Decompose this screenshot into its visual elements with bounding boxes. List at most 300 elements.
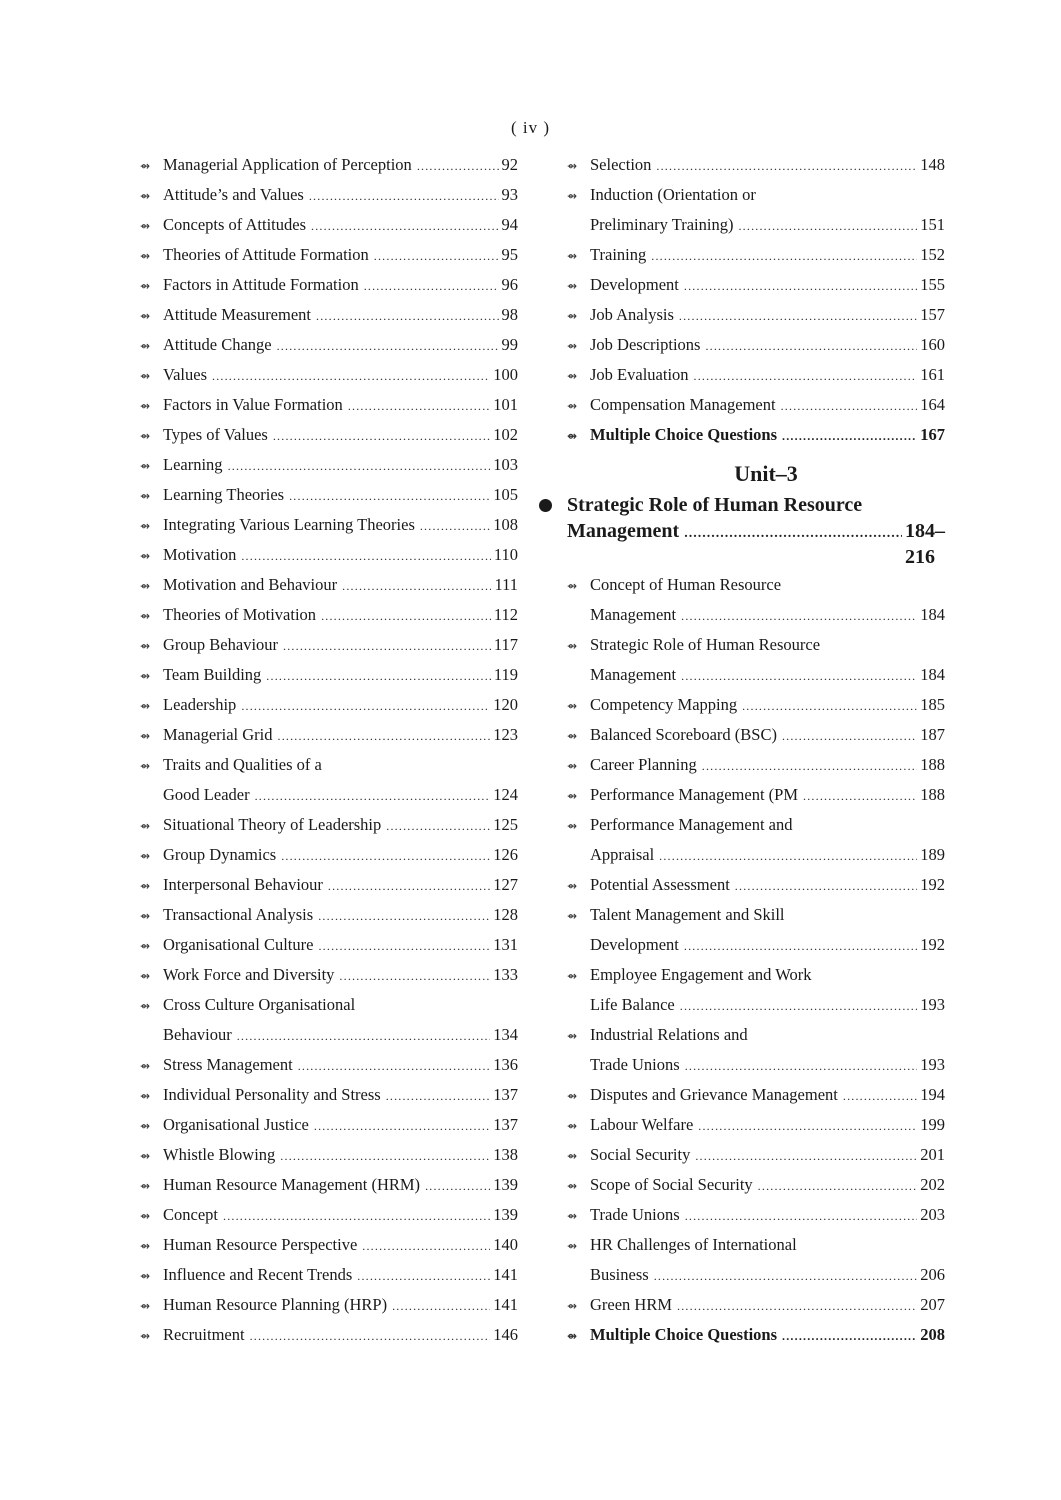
arrow-bullet-icon: ⇴: [140, 189, 151, 203]
toc-entry[interactable]: [567, 1080, 945, 1110]
toc-entry-label: Attitude Change: [163, 335, 272, 354]
toc-entry-label: Team Building: [163, 665, 262, 684]
toc-entry-page: 148: [920, 155, 945, 174]
dot-leader: [318, 901, 490, 931]
arrow-bullet-icon: ⇴: [140, 1089, 151, 1103]
toc-entry-label-continued: Good Leader: [163, 785, 250, 804]
arrow-bullet-icon: ⇴: [140, 399, 151, 413]
arrow-bullet-icon: ⇴: [140, 1269, 151, 1283]
toc-entry-page: 141: [493, 1295, 518, 1314]
toc-entry[interactable]: [140, 180, 518, 210]
toc-entry-label: Factors in Attitude Formation: [163, 275, 359, 294]
arrow-bullet-icon: ⇴: [140, 309, 151, 323]
toc-entry-label: Transactional Analysis: [163, 905, 314, 924]
toc-entry-page: 94: [501, 215, 518, 234]
toc-entry-page: 199: [920, 1115, 945, 1134]
toc-entry[interactable]: [140, 1290, 518, 1320]
toc-entry-label: Organisational Culture: [163, 935, 314, 954]
arrow-bullet-icon: ⇴: [140, 549, 151, 563]
toc-entry-label: Human Resource Perspective: [163, 1235, 358, 1254]
toc-entry[interactable]: [140, 150, 518, 180]
arrow-bullet-icon: ⇴: [140, 759, 151, 773]
toc-entry-page: 133: [493, 965, 518, 984]
dot-leader: [681, 601, 917, 631]
toc-entry-label: Motivation: [163, 545, 237, 564]
toc-entry[interactable]: [140, 570, 518, 600]
toc-entry-label: Work Force and Diversity: [163, 965, 335, 984]
toc-entry-page: 102: [493, 425, 518, 444]
toc-entry[interactable]: [567, 360, 945, 390]
dot-leader: [420, 511, 490, 541]
toc-entry-page: 138: [493, 1145, 518, 1164]
toc-entry[interactable]: [140, 960, 518, 990]
toc-entry-label: Performance Management and: [590, 815, 793, 834]
toc-entry[interactable]: [140, 630, 518, 660]
toc-entry[interactable]: [140, 1170, 518, 1200]
toc-entry-label-continued: Behaviour: [163, 1025, 232, 1044]
dot-leader: [803, 781, 917, 811]
toc-right-bottom-list: [567, 570, 945, 1350]
toc-entry[interactable]: [567, 1110, 945, 1140]
dot-leader: [255, 781, 491, 811]
toc-entry-page: 117: [493, 635, 518, 654]
arrow-bullet-icon: ⇴: [567, 579, 578, 593]
arrow-bullet-icon: ⇴: [567, 819, 578, 833]
dot-leader: [298, 1051, 491, 1081]
dot-leader: [417, 151, 499, 181]
toc-entry-label: Group Dynamics: [163, 845, 277, 864]
toc-entry-page: 125: [493, 815, 518, 834]
toc-entry-page: 111: [494, 575, 518, 594]
toc-entry-label: Factors in Value Formation: [163, 395, 343, 414]
arrow-bullet-icon: ⇴: [567, 879, 578, 893]
dot-leader: [283, 631, 491, 661]
dot-leader: [695, 1141, 917, 1171]
section-heading: [567, 492, 945, 570]
toc-entry-label: Human Resource Planning (HRP): [163, 1295, 388, 1314]
toc-entry[interactable]: [140, 1110, 518, 1140]
toc-entry[interactable]: [140, 270, 518, 300]
dot-leader: [348, 391, 490, 421]
toc-entry-label: Induction (Orientation or: [590, 185, 756, 204]
toc-entry[interactable]: [140, 450, 518, 480]
toc-entry-label: Types of Values: [163, 425, 268, 444]
toc-entry-page: 126: [493, 845, 518, 864]
arrow-bullet-icon: ⇴: [140, 939, 151, 953]
toc-entry[interactable]: [140, 1080, 518, 1110]
dot-leader: [289, 481, 490, 511]
toc-entry[interactable]: [567, 330, 945, 360]
toc-entry[interactable]: [567, 960, 945, 1020]
dot-leader: [318, 931, 490, 961]
toc-entry[interactable]: [140, 240, 518, 270]
toc-entry[interactable]: [567, 150, 945, 180]
toc-entry[interactable]: [140, 930, 518, 960]
toc-entry-page: 127: [493, 875, 518, 894]
toc-entry-page: 184: [920, 605, 945, 624]
toc-entry-label: Career Planning: [590, 755, 697, 774]
toc-entry[interactable]: [567, 690, 945, 720]
toc-entry[interactable]: [567, 1290, 945, 1320]
toc-entry[interactable]: [567, 750, 945, 780]
toc-entry-page: 112: [493, 605, 518, 624]
toc-entry[interactable]: [567, 720, 945, 750]
toc-entry-page: 189: [920, 845, 945, 864]
dot-leader: [280, 1141, 490, 1171]
arrow-bullet-icon: ⇴: [140, 1059, 151, 1073]
toc-entry-page: 192: [920, 875, 945, 894]
toc-entry-page: 136: [493, 1055, 518, 1074]
arrow-bullet-icon: ⇴: [140, 729, 151, 743]
dot-leader: [362, 1231, 490, 1261]
arrow-bullet-icon: ⇴: [567, 1149, 578, 1163]
toc-entry[interactable]: [567, 1170, 945, 1200]
dot-leader: [328, 871, 490, 901]
toc-entry-label: Job Descriptions: [590, 335, 701, 354]
toc-entry[interactable]: [140, 1230, 518, 1260]
arrow-bullet-icon: ⇴: [140, 999, 151, 1013]
toc-entry-page: 193: [920, 995, 945, 1014]
dot-leader: [782, 421, 917, 451]
toc-entry-page: 99: [501, 335, 518, 354]
dot-leader: [277, 331, 499, 361]
dot-leader: [684, 271, 917, 301]
toc-entry[interactable]: [140, 990, 518, 1050]
toc-entry-label: Training: [590, 245, 647, 264]
toc-entry[interactable]: [567, 1230, 945, 1290]
dot-leader: [241, 541, 491, 571]
dot-leader: [266, 661, 491, 691]
toc-entry-page: 120: [493, 695, 518, 714]
toc-entry-label: Learning Theories: [163, 485, 285, 504]
toc-entry-page: 188: [920, 785, 945, 804]
toc-entry-label: Whistle Blowing: [163, 1145, 276, 1164]
arrow-bullet-icon: ⇴: [140, 489, 151, 503]
section-title-line2: Management: [567, 520, 680, 542]
dot-leader: [735, 871, 917, 901]
toc-entry-label: Social Security: [590, 1145, 691, 1164]
toc-entry[interactable]: [140, 600, 518, 630]
toc-entry-page: 98: [501, 305, 518, 324]
toc-entry-page: 92: [501, 155, 518, 174]
toc-entry-label-continued: Management: [590, 665, 677, 684]
toc-entry-label: Organisational Justice: [163, 1115, 309, 1134]
bullet-icon: [539, 499, 552, 512]
dot-leader: [342, 571, 491, 601]
dot-leader: [223, 1201, 490, 1231]
dot-leader: [843, 1081, 917, 1111]
toc-entry[interactable]: [140, 660, 518, 690]
toc-entry-label: Employee Engagement and Work: [590, 965, 812, 984]
arrow-bullet-icon: ⇴: [567, 759, 578, 773]
arrow-bullet-icon: ⇴: [140, 849, 151, 863]
dot-leader: [656, 151, 917, 181]
arrow-bullet-icon: ⇴: [567, 639, 578, 653]
toc-entry-page: 96: [501, 275, 518, 294]
toc-entry[interactable]: [567, 1320, 945, 1350]
arrow-bullet-icon: ⇴: [567, 339, 578, 353]
toc-entry-page: 100: [493, 365, 518, 384]
dot-leader: [679, 301, 917, 331]
arrow-bullet-icon: ⇴: [567, 969, 578, 983]
dot-leader: [357, 1261, 490, 1291]
dot-leader: [680, 991, 918, 1021]
toc-entry-page: 139: [493, 1205, 518, 1224]
page-number: ( iv ): [510, 118, 551, 137]
toc-entry[interactable]: [140, 300, 518, 330]
dot-leader: [677, 1291, 917, 1321]
toc-entry-page: 206: [920, 1265, 945, 1284]
toc-entry-page: 139: [493, 1175, 518, 1194]
toc-entry[interactable]: [140, 1050, 518, 1080]
toc-entry-label: Balanced Scoreboard (BSC): [590, 725, 777, 744]
toc-entry[interactable]: [567, 870, 945, 900]
toc-entry-label: Integrating Various Learning Theories: [163, 515, 415, 534]
toc-entry-label: Leadership: [163, 695, 237, 714]
toc-entry-label: Multiple Choice Questions: [590, 425, 778, 444]
toc-entry-page: 207: [920, 1295, 945, 1314]
dot-leader: [237, 1021, 491, 1051]
toc-entry-label: Job Evaluation: [590, 365, 689, 384]
toc-entry[interactable]: [567, 180, 945, 240]
toc-entry[interactable]: [140, 1260, 518, 1290]
dot-leader: [241, 691, 490, 721]
toc-entry-label: Motivation and Behaviour: [163, 575, 338, 594]
dot-leader: [705, 331, 917, 361]
toc-entry-label: Concepts of Attitudes: [163, 215, 306, 234]
arrow-bullet-icon: ⇴: [567, 189, 578, 203]
toc-entry-label: Values: [163, 365, 207, 384]
toc-entry-label: Attitude’s and Values: [163, 185, 304, 204]
dot-leader: [316, 301, 498, 331]
toc-entry-page: 93: [501, 185, 518, 204]
toc-entry[interactable]: [567, 570, 945, 630]
toc-entry-page: 110: [493, 545, 518, 564]
toc-entry-page: 124: [493, 785, 518, 804]
dot-leader: [684, 931, 917, 961]
toc-right-column: [567, 150, 945, 1350]
dot-leader: [698, 1111, 917, 1141]
toc-entry-label: Attitude Measurement: [163, 305, 312, 324]
toc-entry-page: 155: [920, 275, 945, 294]
toc-entry-page: 192: [920, 935, 945, 954]
dot-leader: [659, 841, 917, 871]
toc-entry-page: 141: [493, 1265, 518, 1284]
dot-leader: [685, 1051, 918, 1081]
toc-entry-label: Performance Management (PM: [590, 785, 799, 804]
arrow-bullet-icon: ⇴: [140, 429, 151, 443]
toc-entry-page: 203: [920, 1205, 945, 1224]
toc-entry-label: Strategic Role of Human Resource: [590, 635, 821, 654]
arrow-bullet-icon: ⇴: [140, 1179, 151, 1193]
toc-entry[interactable]: [567, 270, 945, 300]
toc-entry-label: Trade Unions: [590, 1205, 680, 1224]
toc-entry[interactable]: [140, 480, 518, 510]
toc-entry[interactable]: [140, 810, 518, 840]
toc-entry-page: 167: [920, 425, 945, 444]
arrow-bullet-icon: ⇴: [567, 699, 578, 713]
arrow-bullet-icon: ⇴: [567, 429, 578, 443]
toc-entry-label: Recruitment: [163, 1325, 245, 1344]
toc-entry[interactable]: [567, 1200, 945, 1230]
toc-entry-page: 146: [493, 1325, 518, 1344]
toc-entry-label: Multiple Choice Questions: [590, 1325, 778, 1344]
arrow-bullet-icon: ⇴: [567, 789, 578, 803]
toc-entry-page: 201: [920, 1145, 945, 1164]
toc-entry-label: Competency Mapping: [590, 695, 738, 714]
toc-entry-page: 137: [493, 1115, 518, 1134]
toc-entry-label: Human Resource Management (HRM): [163, 1175, 421, 1194]
toc-entry-label: Talent Management and Skill: [590, 905, 785, 924]
toc-entry-page: 103: [493, 455, 518, 474]
toc-entry-label: Group Behaviour: [163, 635, 279, 654]
toc-entry[interactable]: [140, 900, 518, 930]
toc-entry[interactable]: [140, 1320, 518, 1350]
arrow-bullet-icon: ⇴: [567, 399, 578, 413]
toc-entry[interactable]: [567, 300, 945, 330]
arrow-bullet-icon: ⇴: [567, 309, 578, 323]
arrow-bullet-icon: ⇴: [140, 579, 151, 593]
arrow-bullet-icon: ⇴: [567, 1299, 578, 1313]
toc-entry-label: Concept: [163, 1205, 218, 1224]
toc-entry[interactable]: [140, 510, 518, 540]
toc-entry-label: Selection: [590, 155, 652, 174]
dot-leader: [386, 811, 490, 841]
toc-entry[interactable]: [567, 900, 945, 960]
arrow-bullet-icon: ⇴: [140, 909, 151, 923]
toc-entry-label: Theories of Motivation: [163, 605, 317, 624]
toc-entry-label: Potential Assessment: [590, 875, 730, 894]
dot-leader: [685, 1201, 918, 1231]
dot-leader: [364, 271, 499, 301]
toc-entry[interactable]: [140, 1200, 518, 1230]
toc-entry-label: Green HRM: [590, 1295, 673, 1314]
dot-leader: [684, 521, 902, 547]
arrow-bullet-icon: ⇴: [140, 459, 151, 473]
toc-entry[interactable]: [567, 810, 945, 870]
toc-entry-page: 202: [920, 1175, 945, 1194]
toc-entry-label-continued: Appraisal: [590, 845, 655, 864]
toc-entry[interactable]: [567, 240, 945, 270]
toc-entry-label-continued: Business: [590, 1265, 649, 1284]
arrow-bullet-icon: ⇴: [140, 819, 151, 833]
toc-entry-label: Traits and Qualities of a: [163, 755, 322, 774]
arrow-bullet-icon: ⇴: [140, 159, 151, 173]
arrow-bullet-icon: ⇴: [567, 729, 578, 743]
toc-entry-page: 151: [920, 215, 945, 234]
toc-entry-label: Learning: [163, 455, 223, 474]
toc-entry[interactable]: [140, 1140, 518, 1170]
toc-entry-label: Compensation Management: [590, 395, 776, 414]
toc-entry-page: 157: [920, 305, 945, 324]
arrow-bullet-icon: ⇴: [140, 369, 151, 383]
toc-entry-page: 193: [920, 1055, 945, 1074]
unit-heading: Unit–3: [734, 461, 798, 486]
toc-entry[interactable]: [140, 690, 518, 720]
dot-leader: [278, 721, 491, 751]
toc-entry-page: 123: [493, 725, 518, 744]
dot-leader: [392, 1291, 490, 1321]
toc-entry[interactable]: [140, 750, 518, 810]
toc-entry-page: 188: [920, 755, 945, 774]
dot-leader: [250, 1321, 491, 1351]
dot-leader: [339, 961, 490, 991]
arrow-bullet-icon: ⇴: [140, 339, 151, 353]
toc-entry[interactable]: [140, 360, 518, 390]
toc-entry-page: 140: [493, 1235, 518, 1254]
arrow-bullet-icon: ⇴: [140, 669, 151, 683]
toc-entry[interactable]: [567, 780, 945, 810]
arrow-bullet-icon: ⇴: [140, 249, 151, 263]
toc-entry-label: Managerial Grid: [163, 725, 273, 744]
toc-entry-label: Managerial Application of Perception: [163, 155, 412, 174]
toc-entry[interactable]: [567, 630, 945, 690]
toc-entry-page: 101: [493, 395, 518, 414]
toc-entry-label: Concept of Human Resource: [590, 575, 782, 594]
arrow-bullet-icon: ⇴: [567, 1119, 578, 1133]
arrow-bullet-icon: ⇴: [140, 279, 151, 293]
toc-entry-page: 160: [920, 335, 945, 354]
toc-entry-page: 134: [493, 1025, 518, 1044]
toc-entry-page: 119: [493, 665, 518, 684]
toc-entry-label: Theories of Attitude Formation: [163, 245, 369, 264]
toc-entry[interactable]: [567, 420, 945, 450]
toc-entry-label: Job Analysis: [590, 305, 674, 324]
toc-entry[interactable]: [567, 390, 945, 420]
arrow-bullet-icon: ⇴: [567, 159, 578, 173]
arrow-bullet-icon: ⇴: [140, 879, 151, 893]
arrow-bullet-icon: ⇴: [140, 1149, 151, 1163]
dot-leader: [386, 1081, 491, 1111]
toc-entry-page: 164: [920, 395, 945, 414]
toc-entry[interactable]: [140, 540, 518, 570]
toc-entry-page: 184: [920, 665, 945, 684]
toc-entry-label: Industrial Relations and: [590, 1025, 748, 1044]
arrow-bullet-icon: ⇴: [140, 519, 151, 533]
dot-leader: [781, 391, 918, 421]
toc-entry[interactable]: [140, 390, 518, 420]
dot-leader: [309, 181, 499, 211]
dot-leader: [694, 361, 918, 391]
toc-entry[interactable]: [140, 420, 518, 450]
toc-entry-page: 194: [920, 1085, 945, 1104]
dot-leader: [782, 1321, 917, 1351]
dot-leader: [321, 601, 491, 631]
dot-leader: [702, 751, 917, 781]
toc-entry-page: 152: [920, 245, 945, 264]
dot-leader: [738, 211, 917, 241]
toc-entry-label-continued: Preliminary Training): [590, 215, 734, 234]
dot-leader: [758, 1171, 918, 1201]
toc-entry[interactable]: [567, 1140, 945, 1170]
toc-entry-page: 137: [493, 1085, 518, 1104]
toc-entry[interactable]: [567, 1020, 945, 1080]
arrow-bullet-icon: ⇴: [140, 1209, 151, 1223]
toc-entry[interactable]: [140, 210, 518, 240]
toc-entry-label: Interpersonal Behaviour: [163, 875, 323, 894]
toc-entry[interactable]: [140, 870, 518, 900]
toc-entry-label: Disputes and Grievance Management: [590, 1085, 838, 1104]
toc-entry[interactable]: [140, 840, 518, 870]
toc-entry[interactable]: [140, 330, 518, 360]
toc-entry-label: Individual Personality and Stress: [163, 1085, 381, 1104]
toc-entry-page: 128: [493, 905, 518, 924]
toc-entry[interactable]: [140, 720, 518, 750]
toc-left-column: [140, 150, 518, 1350]
toc-entry-label: Situational Theory of Leadership: [163, 815, 382, 834]
arrow-bullet-icon: ⇴: [140, 1299, 151, 1313]
arrow-bullet-icon: ⇴: [567, 1329, 578, 1343]
